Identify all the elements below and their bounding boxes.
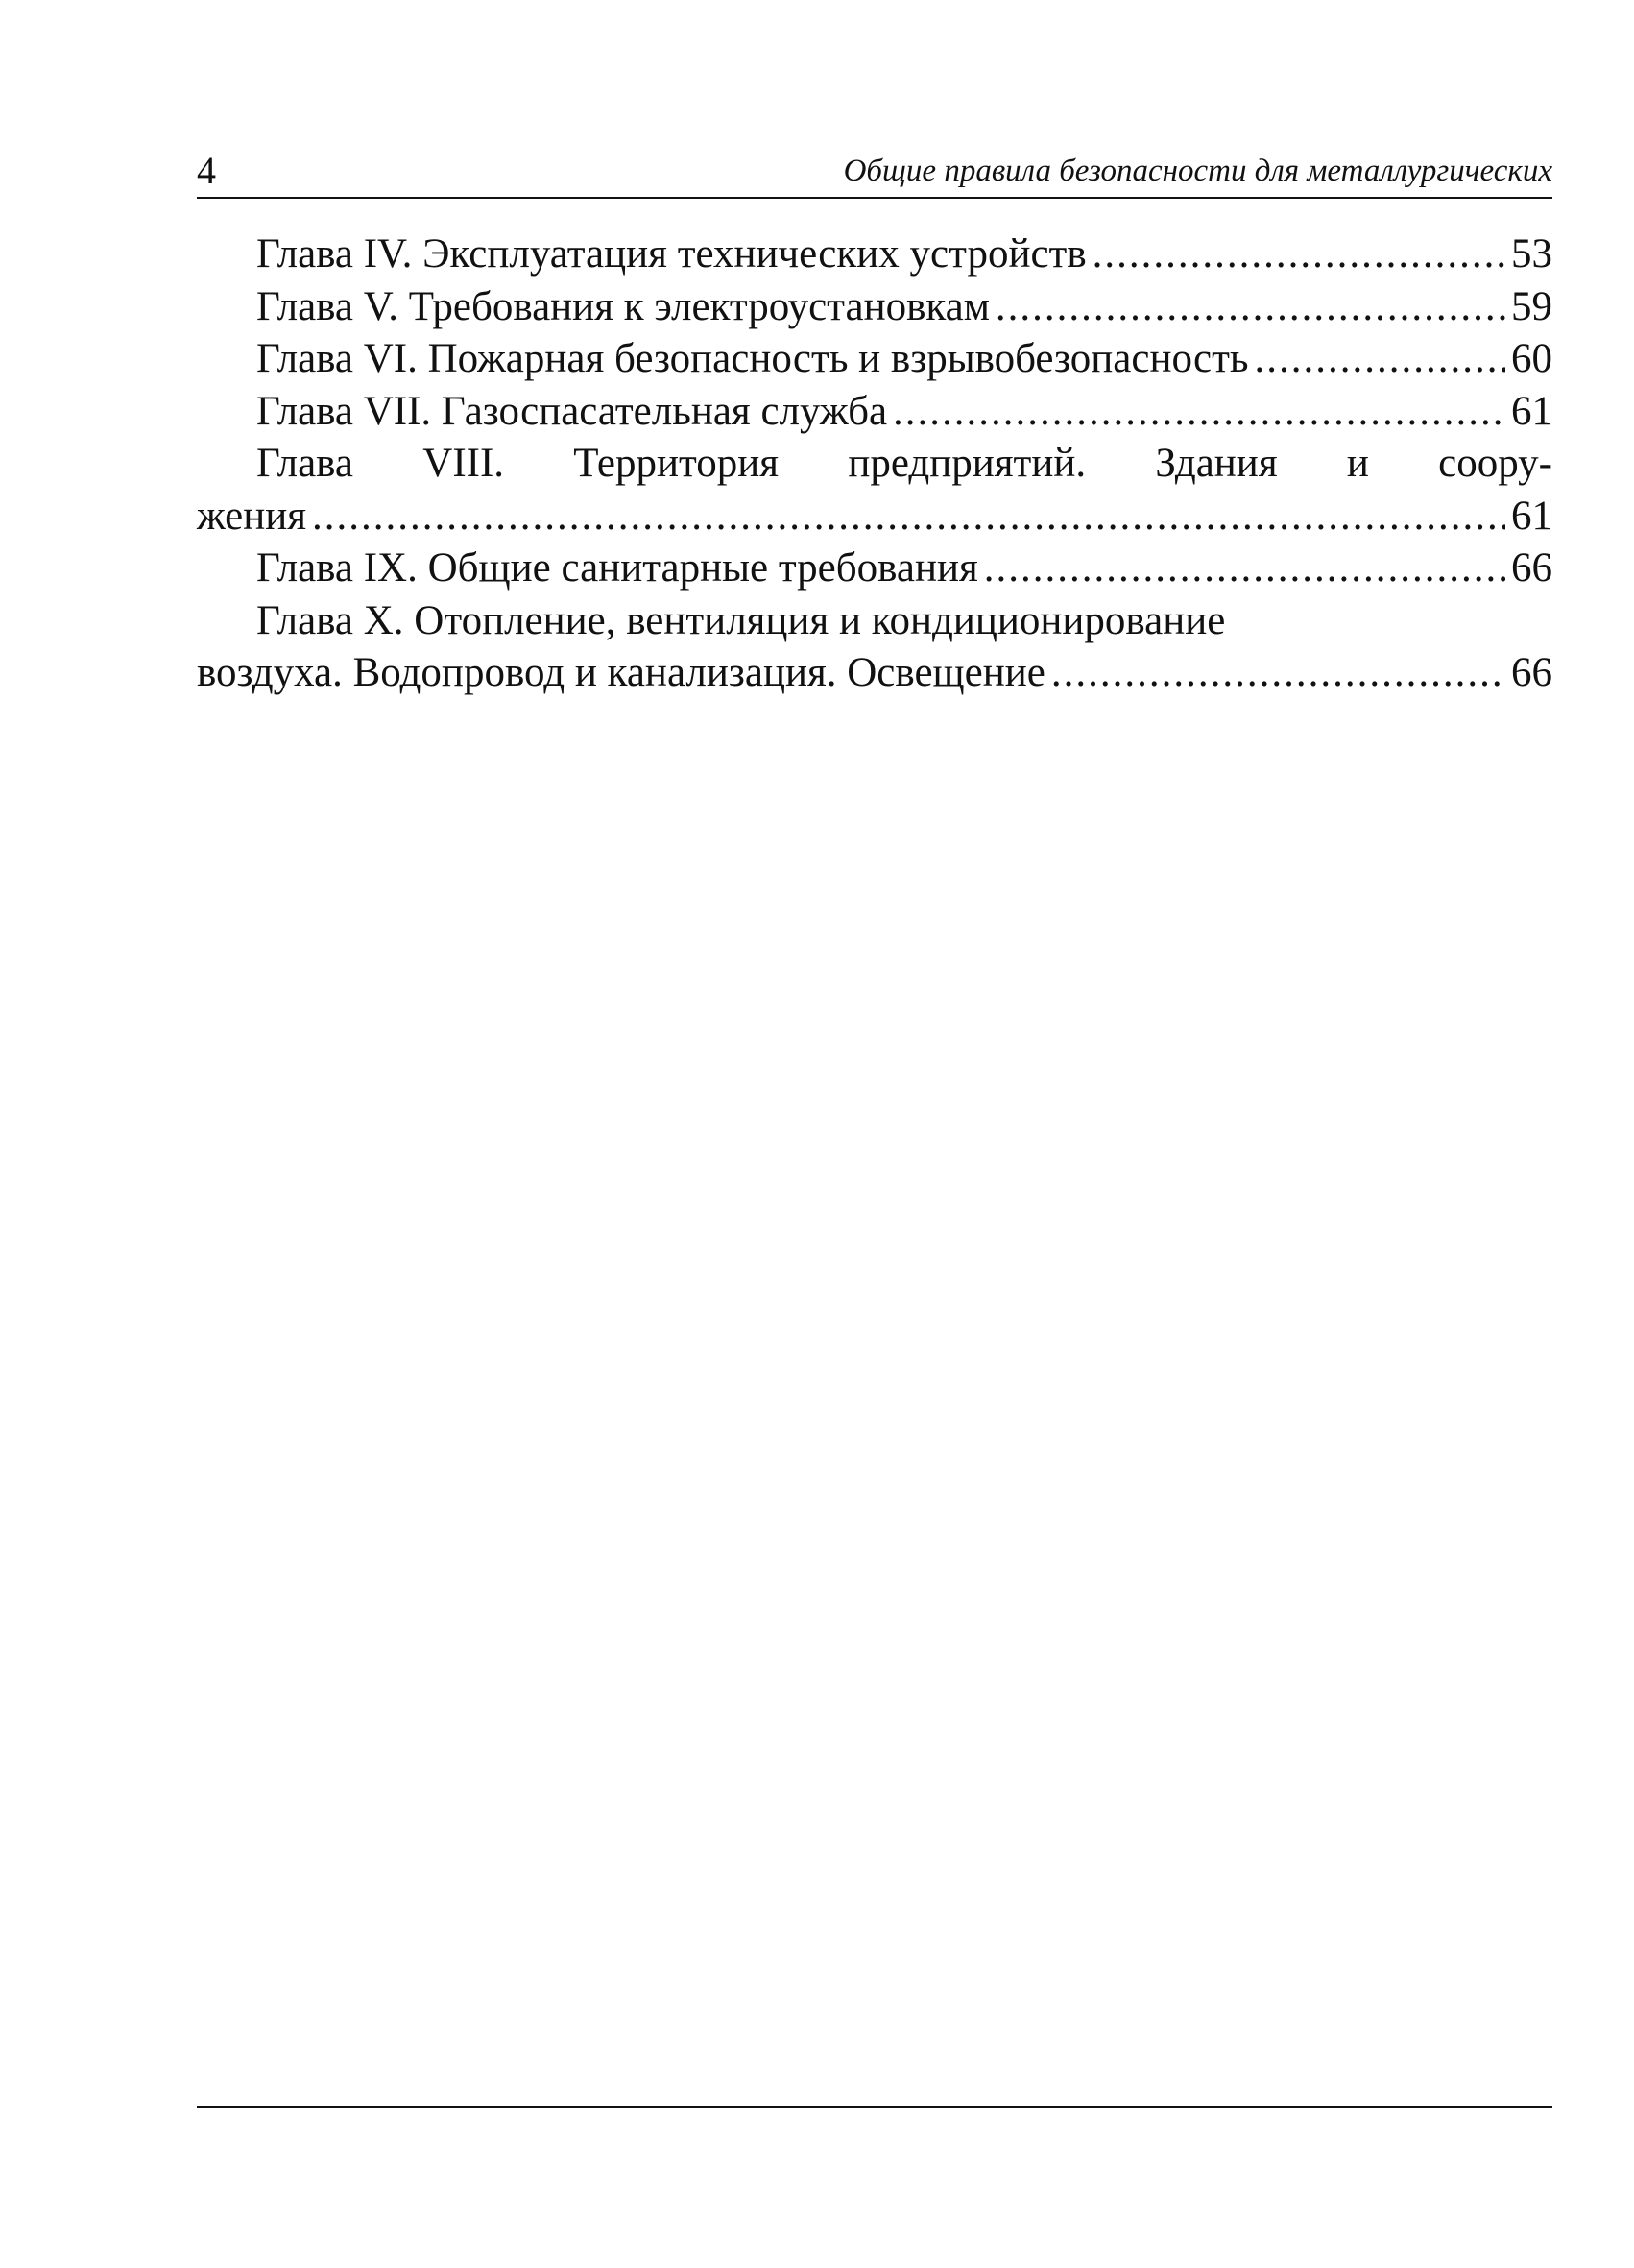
table-of-contents (197, 229, 1552, 700)
footer-rule (197, 2106, 1552, 2108)
toc-entry-chapter-4[interactable] (197, 229, 1552, 281)
dot-leader (893, 386, 1505, 439)
toc-entry-page: 59 (1511, 283, 1552, 329)
toc-entry-chapter-7[interactable] (197, 386, 1552, 439)
dot-leader (312, 491, 1505, 543)
dot-leader (1255, 333, 1505, 386)
toc-entry-title: Глава IV. Эксплуатация технических устройств (256, 231, 1087, 277)
title-word: Глава (256, 441, 353, 486)
title-word: Территория (573, 441, 780, 486)
toc-entry-title: Глава IX. Общие санитарные требования (256, 545, 978, 591)
toc-entry-title: Глава VI. Пожарная безопасность и взрывобезопасность (256, 336, 1249, 381)
dot-leader (1093, 229, 1505, 281)
running-head: Общие правила безопасности для металлургических (843, 154, 1552, 188)
toc-entry-chapter-9[interactable] (197, 543, 1552, 595)
toc-entry-page: 66 (1511, 650, 1552, 695)
title-word: соору- (1438, 441, 1552, 486)
toc-entry-page: 60 (1511, 336, 1552, 381)
header-rule (197, 197, 1552, 199)
toc-entry-page: 66 (1511, 545, 1552, 591)
title-word: предприятий. (848, 441, 1087, 486)
toc-entry-title: Глава V. Требования к электроустановкам (256, 283, 990, 329)
title-word: и (1346, 441, 1369, 486)
dot-leader (984, 543, 1505, 595)
toc-entry-title-line-2: воздуха. Водопровод и канализация. Освещение (197, 650, 1045, 695)
title-word: VIII. (422, 441, 505, 486)
toc-entry-chapter-8[interactable] (197, 438, 1552, 543)
page-header (197, 144, 1552, 198)
title-word: Здания (1155, 441, 1278, 486)
dot-leader (996, 281, 1505, 334)
toc-entry-title-line-2: жения (197, 493, 307, 539)
toc-entry-page: 61 (1511, 493, 1552, 539)
toc-entry-chapter-10[interactable] (197, 595, 1552, 700)
dot-leader (1051, 647, 1505, 700)
page-number: 4 (197, 149, 216, 192)
toc-entry-page: 61 (1511, 388, 1552, 434)
toc-entry-page: 53 (1511, 231, 1552, 277)
toc-entry-title-line-1 (197, 438, 1552, 491)
toc-entry-title: Глава VII. Газоспасательная служба (256, 388, 888, 434)
toc-entry-chapter-6[interactable] (197, 333, 1552, 386)
toc-entry-chapter-5[interactable] (197, 281, 1552, 334)
toc-entry-title-line-1: Глава X. Отопление, вентиляция и кондиционирование (256, 597, 1226, 643)
